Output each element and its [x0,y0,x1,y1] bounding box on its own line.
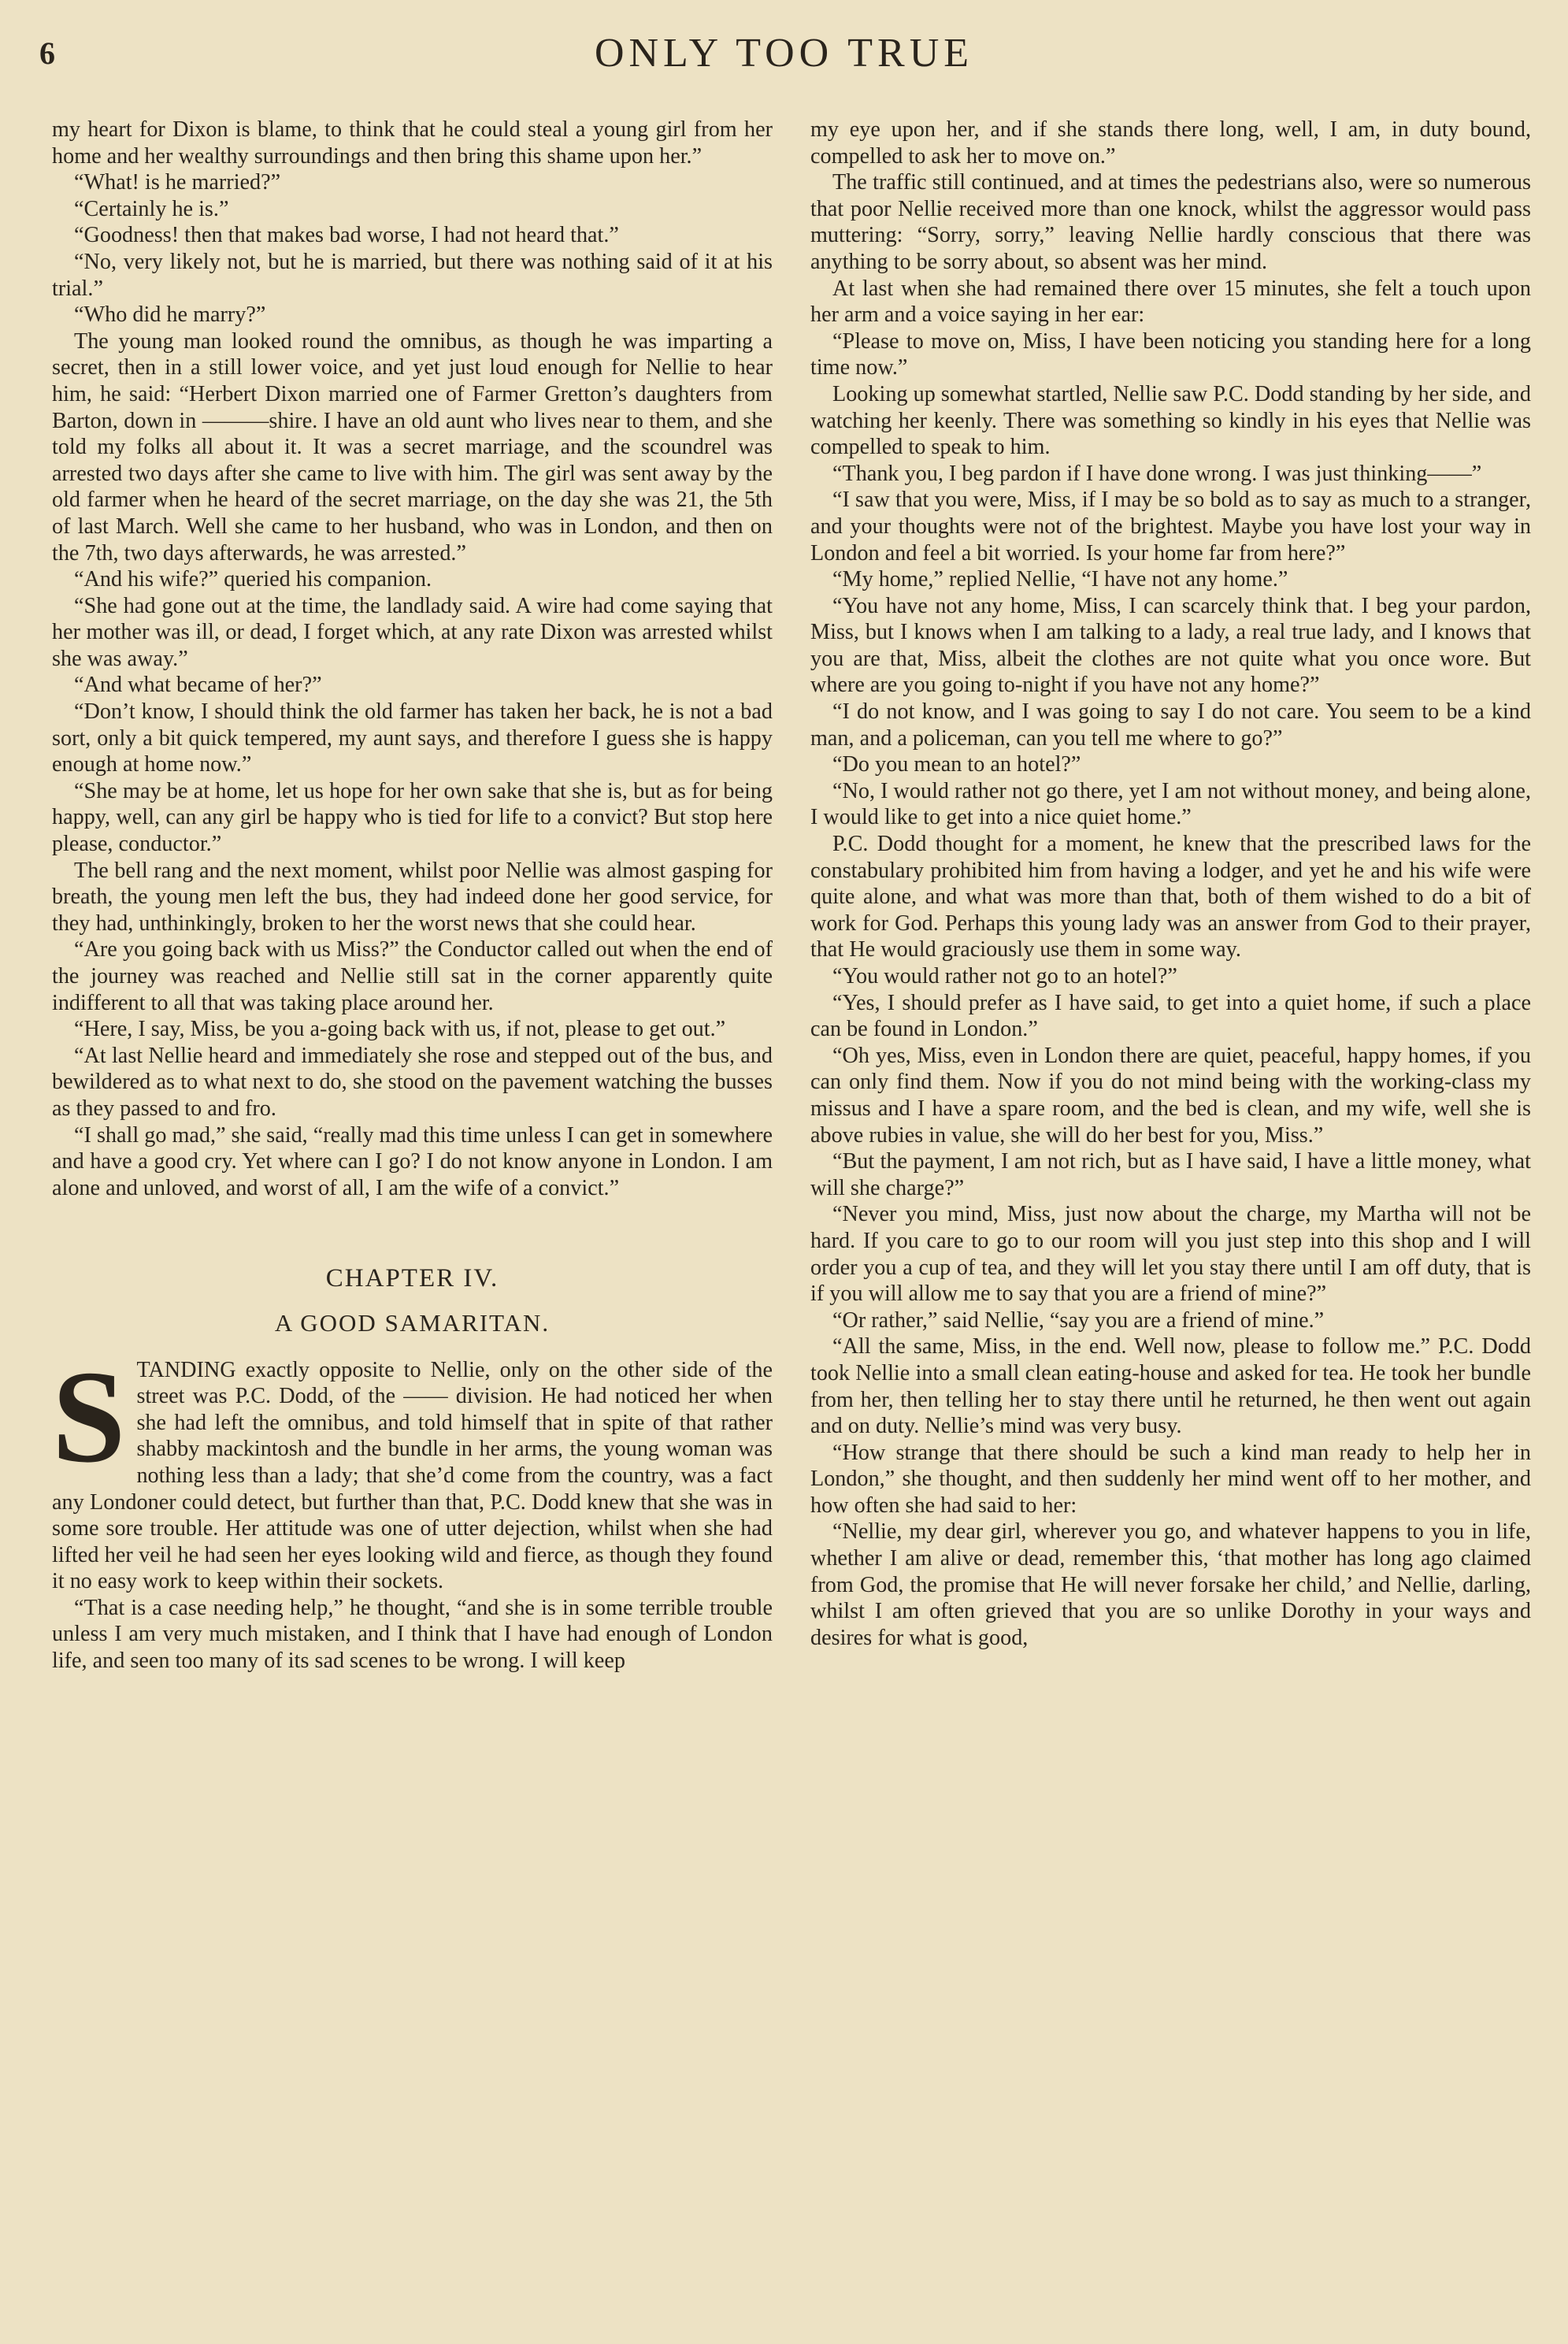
paragraph: “I do not know, and I was going to say I do not care. You seem to be a kind man, and a policeman, can you tell me where to go?” [810,699,1531,751]
paragraph: At last when she had remained there over 15 minutes, she felt a touch upon her arm and a voice saying in her ear: [810,276,1531,328]
paragraph: “Certainly he is.” [74,196,229,221]
paragraph: The traffic still continued, and at times the pedestrians also, were so numerous that poor Nellie received more than one knock, whilst the aggressor would pass muttering: “Sorry, sorry,” leaving Nellie hardly conscious that there was anything to be sorry about, so absent was her mind. [810,170,1531,274]
running-title: ONLY TOO TRUE [594,31,974,76]
paragraph: “I saw that you were, Miss, if I may be so bold as to say as much to a stranger, and your thoughts were not of the brightest. Maybe you have lost your way in London and feel a bit worried. Is your home far from here?” [810,488,1531,566]
paragraph: “And his wife?” queried his companion. [74,567,432,592]
paragraph: “What! is he married?” [74,170,281,195]
paragraph: “No, very likely not, but he is married, but there was nothing said of it at his trial.” [52,249,773,301]
paragraph: “But the payment, I am not rich, but as I have said, I have a little money, what will she charge?” [810,1149,1531,1200]
chapter-subtitle: A GOOD SAMARITAN. [274,1308,550,1337]
paragraph: The bell rang and the next moment, whilst poor Nellie was almost gasping for breath, the young men left the bus, they had indeed done her good service, for they had, unthinkingly, broken to her the worst news that she could hear. [52,858,773,936]
paragraph: “Goodness! then that makes bad worse, I had not heard that.” [74,223,619,248]
paragraph: my eye upon her, and if she stands there long, well, I am, in duty bound, compelled to ask her to move on.” [810,117,1531,169]
paragraph: “You have not any home, Miss, I can scarcely think that. I beg your pardon, Miss, but I knows when I am talking to a lady, a real true lady, and I knows that you are that, Miss, albeit the clothes are not quite what you once wore. But where are you going to-night if you have not any home?” [810,593,1531,698]
chapter-title: CHAPTER IV. [325,1264,499,1293]
paragraph: “She may be at home, let us hope for her own sake that she is, but as for being happy, well, can any girl be happy who is tied for life to a convict? But stop here please, conductor.” [52,778,773,857]
paragraph: “Here, I say, Miss, be you a-going back with us, if not, please to get out.” [74,1017,726,1042]
right-column [810,117,1531,1651]
paragraph: “How strange that there should be such a kind man ready to help her in London,” she thought, and then suddenly her mind went off to her mother, and how often she had said to her: [810,1440,1531,1518]
paragraph: “Oh yes, Miss, even in London there are quiet, peaceful, happy homes, if you can only find them. Now if you do not mind being with the working-class my missus and I have a spare room, and the bed is clean, and my wife, well she is above rubies in value, she will do her best for you, Miss.” [810,1043,1531,1148]
paragraph: “All the same, Miss, in the end. Well now, please to follow me.” P.C. Dodd took Nellie into a small clean eating-house and asked for tea. He took her bundle from her, then telling her to stay there until he returned, he then went out again and on duty. Nellie’s mind was very busy. [810,1334,1531,1439]
paragraph: “You would rather not go to an hotel?” [832,964,1177,988]
paragraph: “I shall go mad,” she said, “really mad this time unless I can get in somewhere and have a good cry. Yet where can I go? I do not know anyone in London. I am alone and unloved, and worst of all, I am the wife of a convict.” [52,1122,773,1200]
left-column [52,117,773,1675]
paragraph: “No, I would rather not go there, yet I am not without money, and being alone, I would like to get into a nice quiet home.” [810,778,1531,830]
paragraph: “And what became of her?” [74,673,322,698]
paragraph: “Never you mind, Miss, just now about the charge, my Martha will not be hard. If you care to go to our room will you just step into this shop and I will order you a cup of tea, and they will let you stay there until I am off duty, that is if you will allow me to say that you are a friend of mine?” [810,1202,1531,1307]
paragraph: “Don’t know, I should think the old farmer has taken her back, he is not a bad sort, only a bit quick tempered, my aunt says, and therefore I guess she is happy enough at home now.” [52,699,773,777]
paragraph: “Are you going back with us Miss?” the Conductor called out when the end of the journey was reached and Nellie still sat in the corner apparently quite indifferent to all that was taking place around her. [52,937,773,1015]
page-number: 6 [39,35,55,71]
paragraph: “My home,” replied Nellie, “I have not any home.” [832,567,1288,592]
paragraph: The young man looked round the omnibus, as though he was imparting a secret, then in a still lower voice, and yet just loud enough for Nellie to hear him, he said: “Herbert Dixon married one of Farmer Gretton’s daughters from Barton, down in ———shire. I have an old aunt who lives near to them, and she told my folks all about it. It was a secret marriage, and the scoundrel was arrested two days after she came to live with him. The girl was sent away by the old farmer when he heard of the secret marriage, on the day she was 21, the 5th of last March. Well she came to her husband, who was in London, and then on the 7th, two days afterwards, he was arrested.” [52,328,773,566]
paragraph: “Do you mean to an hotel?” [832,752,1081,777]
opening-text: TANDING exactly opposite to Nellie, only on the other side of the street was P.C. Dodd, of the —— division. He had noticed her when she had left the omnibus, and told himself that in spite of that rather shabby mackintosh and the bundle in her arms, the young woman was nothing less than a lady; that she’d come from the country, was a fact any Londoner could detect, but further than that, P.C. Dodd knew that she was in some sore trouble. Her attitude was one of utter dejection, whilst when she had lifted her veil he had seen her eyes looking wild and fierce, as though they found it no easy work to keep within their sockets. [52,1357,773,1594]
chapter-opening-paragraph [52,1343,773,1595]
paragraph: “Or rather,” said Nellie, “say you are a friend of mine.” [832,1307,1325,1333]
paragraph: “At last Nellie heard and immediately she rose and stepped out of the bus, and bewildered as to what next to do, she stood on the pavement watching the busses as they passed to and fro. [52,1043,773,1121]
paragraph: “Nellie, my dear girl, wherever you go, and whatever happens to you in life, whether I am alive or dead, remember this, ‘that mother has long ago claimed from God, the promise that He will never forsake her child,’ and Nellie, darling, whilst I am often grieved that you are so unlike Dorothy in your ways and desires for what is good, [810,1519,1531,1650]
paragraph: “Please to move on, Miss, I have been noticing you standing here for a long time now.” [810,328,1531,380]
paragraph: P.C. Dodd thought for a moment, he knew that the prescribed laws for the constabulary prohibited him from having a lodger, and yet he and his wife were quite alone, and what was more than that, both of them wished to do a bit of work for God. Perhaps this young lady was an answer from God to their prayer, that He would graciously use them in some way. [810,832,1531,962]
drop-cap: S [52,1343,126,1490]
paragraph: “That is a case needing help,” he thought, “and she is in some terrible trouble unless I am very much mistaken, and I think that I have had enough of London life, and seen too many of its sad scenes to be wrong. I will keep [52,1595,773,1674]
paragraph: “Thank you, I beg pardon if I have done wrong. I was just thinking——” [832,461,1482,486]
paragraph: “Yes, I should prefer as I have said, to get into a quiet home, if such a place can be found in London.” [810,990,1531,1042]
paragraph: “She had gone out at the time, the landlady said. A wire had come saying that her mother was ill, or dead, I forget which, at any rate Dixon was arrested whilst she was away.” [52,593,773,671]
paragraph: Looking up somewhat startled, Nellie saw P.C. Dodd standing by her side, and watching her keenly. There was something so kindly in his eyes that Nellie was compelled to speak to him. [810,381,1531,460]
paragraph: “Who did he marry?” [74,302,266,328]
paragraph: my heart for Dixon is blame, to think that he could steal a young girl from her home and her wealthy surroundings and then bring this shame upon her.” [52,117,773,169]
